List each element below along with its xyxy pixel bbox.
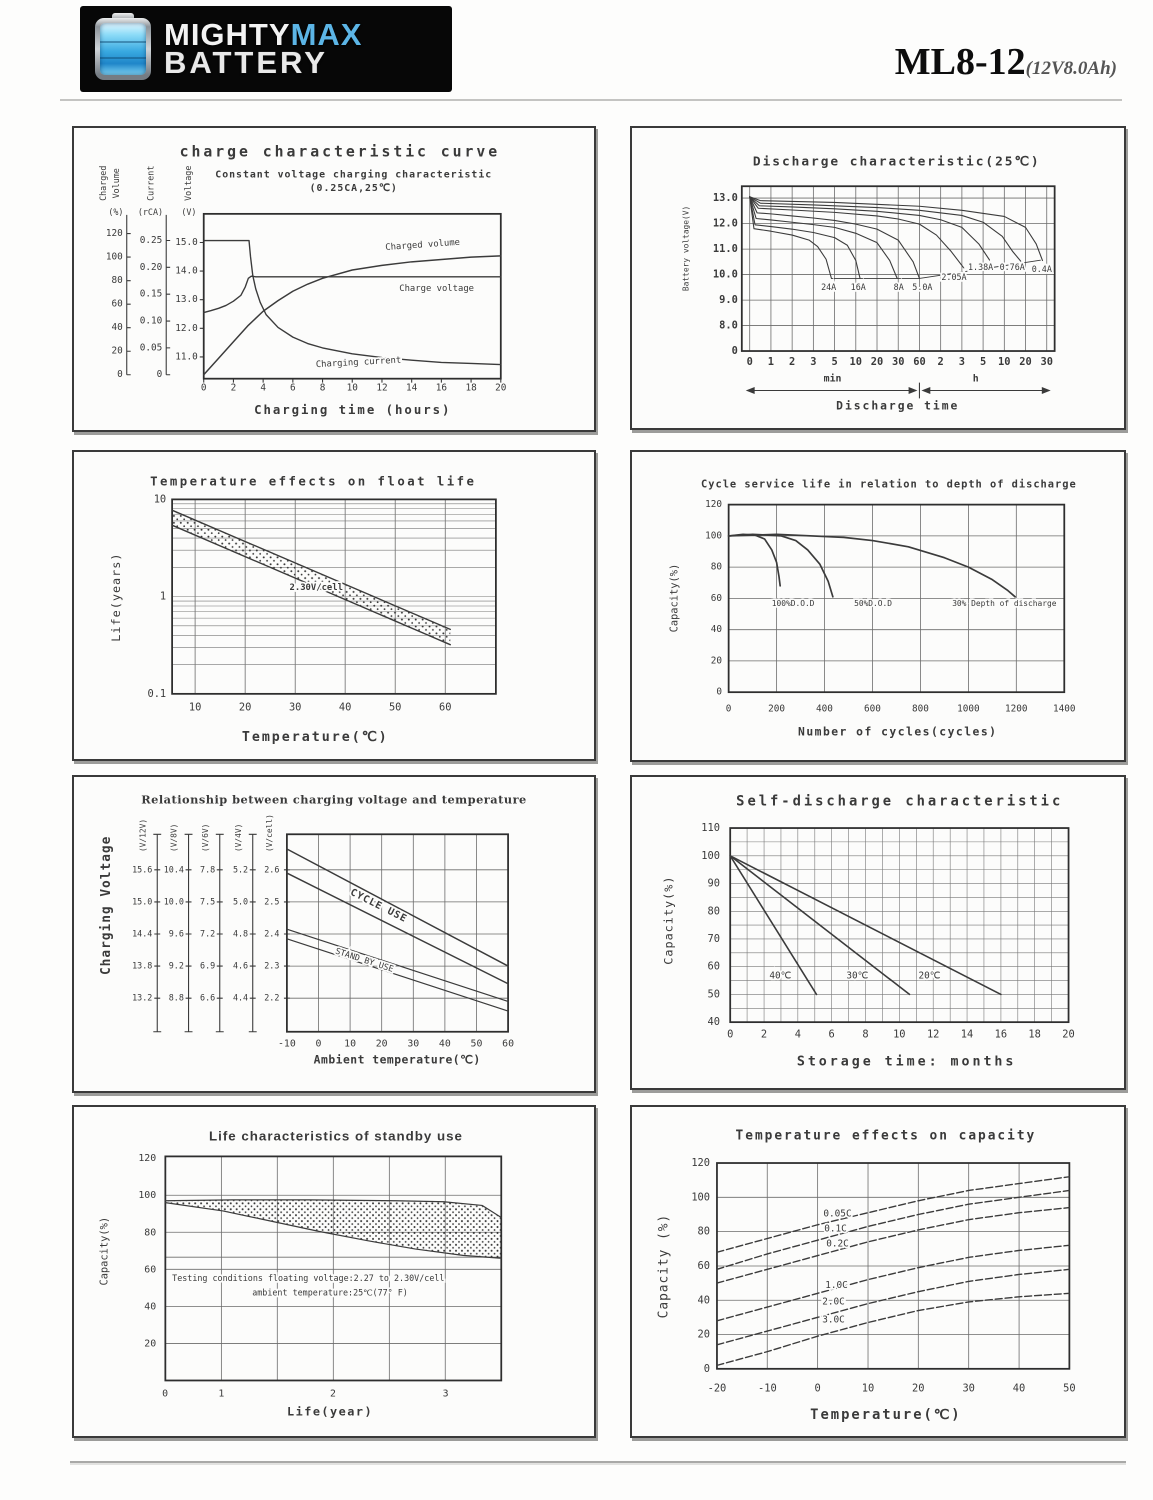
y-axis-label: Capacity(%) bbox=[668, 563, 681, 633]
x-ticks bbox=[727, 1029, 1075, 1041]
self-discharge-chart bbox=[632, 777, 1124, 1088]
series-charge-voltage bbox=[204, 276, 501, 312]
chart-title: charge characteristic curve bbox=[179, 143, 501, 161]
x-tick-3: 3 bbox=[442, 1388, 449, 1400]
svg-text:0.20: 0.20 bbox=[139, 261, 163, 273]
svg-text:15.0: 15.0 bbox=[132, 896, 153, 907]
x-axis-label: Life(year) bbox=[286, 1404, 374, 1419]
svg-text:100: 100 bbox=[705, 530, 723, 542]
label-charging-current: Charging current bbox=[315, 355, 402, 371]
svg-text:10: 10 bbox=[344, 1038, 357, 1050]
svg-text:40: 40 bbox=[438, 1038, 451, 1050]
model-number: ML8-12 bbox=[894, 41, 1026, 83]
logo-text bbox=[164, 17, 363, 80]
svg-text:30: 30 bbox=[288, 701, 302, 714]
svg-text:40: 40 bbox=[707, 1016, 721, 1029]
x-ticks bbox=[189, 702, 452, 714]
label-100dod: 100%D.O.D bbox=[771, 599, 815, 608]
svg-text:120: 120 bbox=[105, 228, 123, 240]
svg-text:-10: -10 bbox=[757, 1382, 777, 1395]
label-30c: 30℃ bbox=[846, 970, 869, 982]
label-40c: 40℃ bbox=[769, 970, 792, 982]
series-01c bbox=[717, 1190, 1069, 1269]
svg-text:3: 3 bbox=[810, 355, 817, 368]
svg-text:8.0: 8.0 bbox=[719, 319, 738, 332]
chart-title: Temperature effects on float life bbox=[150, 474, 477, 489]
x-axis-label: Discharge time bbox=[836, 398, 960, 413]
svg-text:10: 10 bbox=[849, 355, 863, 368]
unit-rca: (rCA) bbox=[137, 206, 164, 217]
voltage-ticks bbox=[175, 237, 198, 362]
svg-text:20: 20 bbox=[111, 345, 123, 357]
y-ticks bbox=[701, 822, 720, 1028]
series-30c bbox=[717, 1293, 1069, 1365]
svg-text:60: 60 bbox=[707, 960, 721, 973]
svg-text:10: 10 bbox=[188, 701, 202, 714]
charging-voltage-chart bbox=[74, 777, 594, 1091]
y-axis-label: Charging Voltage bbox=[98, 835, 114, 976]
svg-text:16: 16 bbox=[435, 382, 448, 394]
header-divider bbox=[60, 99, 1122, 101]
standby-life-chart bbox=[74, 1107, 594, 1436]
svg-text:10.0: 10.0 bbox=[712, 268, 738, 281]
svg-text:20: 20 bbox=[495, 382, 507, 394]
svg-text:40: 40 bbox=[111, 322, 123, 334]
svg-text:13.0: 13.0 bbox=[712, 192, 738, 205]
svg-text:8: 8 bbox=[319, 382, 326, 394]
standby-upper-line bbox=[287, 929, 508, 1001]
svg-text:0.10: 0.10 bbox=[139, 315, 163, 327]
panel-charging-voltage-temperature bbox=[72, 775, 596, 1093]
chart-title: Cycle service life in relation to depth of discharge bbox=[701, 478, 1077, 491]
cycle-use-lower-line bbox=[287, 873, 508, 984]
svg-text:50: 50 bbox=[707, 988, 721, 1001]
grid-minor bbox=[730, 828, 1068, 1022]
logo-word-max: MAX bbox=[290, 17, 363, 53]
label-cycle-use: CYCLE USE bbox=[348, 887, 409, 926]
panel-self-discharge bbox=[630, 775, 1126, 1090]
battery-cells bbox=[100, 23, 146, 75]
svg-text:30: 30 bbox=[1040, 355, 1053, 368]
arrow-left-min bbox=[746, 387, 755, 394]
axis-name-charged: Charged bbox=[98, 165, 109, 201]
label-0.4A: 0.4A bbox=[1031, 264, 1052, 275]
discharge-characteristic-chart bbox=[632, 128, 1124, 428]
y-ticks bbox=[713, 192, 738, 357]
svg-text:14: 14 bbox=[406, 382, 418, 394]
label-standby-use: STAND BY USE bbox=[334, 945, 395, 974]
svg-text:100: 100 bbox=[138, 1190, 157, 1202]
label-20c: 2.0C bbox=[822, 1296, 845, 1308]
svg-text:2.5: 2.5 bbox=[264, 896, 280, 907]
svg-text:6: 6 bbox=[828, 1028, 835, 1041]
scale-v8-unit: (V/8V) bbox=[169, 823, 179, 853]
svg-text:2: 2 bbox=[760, 1028, 768, 1041]
svg-text:50: 50 bbox=[470, 1038, 483, 1050]
svg-text:60: 60 bbox=[144, 1264, 157, 1276]
float-life-chart bbox=[74, 452, 594, 759]
svg-text:10: 10 bbox=[153, 493, 167, 506]
svg-text:200: 200 bbox=[768, 703, 786, 715]
chart-title: Self-discharge characteristic bbox=[736, 793, 1064, 810]
svg-text:0.05: 0.05 bbox=[139, 342, 163, 354]
label-24A: 24A bbox=[821, 281, 837, 292]
label-1.38A: 1.38A bbox=[968, 262, 994, 273]
standby-lower-line bbox=[287, 939, 508, 1011]
svg-text:15.0: 15.0 bbox=[175, 236, 198, 248]
svg-text:8: 8 bbox=[862, 1028, 869, 1041]
x-ticks bbox=[708, 1383, 1076, 1395]
y-ticks bbox=[138, 1153, 156, 1349]
panel-temperature-capacity bbox=[630, 1105, 1126, 1438]
y-axis-label: Capacity(%) bbox=[661, 875, 676, 965]
svg-text:10: 10 bbox=[346, 382, 358, 394]
svg-text:50: 50 bbox=[1063, 1382, 1076, 1395]
label-10c: 1.0C bbox=[825, 1279, 848, 1291]
svg-text:0: 0 bbox=[703, 1362, 711, 1375]
y-ticks bbox=[705, 499, 722, 698]
svg-text:14.0: 14.0 bbox=[175, 265, 198, 277]
svg-text:16: 16 bbox=[994, 1028, 1008, 1041]
svg-text:1: 1 bbox=[159, 590, 167, 603]
svg-text:10: 10 bbox=[998, 355, 1011, 368]
svg-text:14: 14 bbox=[960, 1028, 974, 1041]
svg-text:0: 0 bbox=[716, 686, 723, 698]
svg-text:1200: 1200 bbox=[1005, 703, 1028, 715]
svg-text:80: 80 bbox=[697, 1225, 711, 1238]
svg-text:80: 80 bbox=[111, 275, 123, 287]
svg-text:11.0: 11.0 bbox=[712, 243, 738, 256]
x-axis-label: Charging time (hours) bbox=[254, 403, 452, 418]
temperature-capacity-chart bbox=[632, 1107, 1124, 1436]
svg-text:12: 12 bbox=[376, 382, 388, 394]
label-20c: 20℃ bbox=[918, 970, 941, 982]
series-0.4A bbox=[750, 197, 1043, 261]
x-axis-label: Temperature(℃) bbox=[241, 730, 389, 746]
label-01c: 0.1C bbox=[824, 1223, 847, 1235]
label-30c: 3.0C bbox=[822, 1314, 845, 1326]
scale-vcell-ticks bbox=[264, 864, 279, 1002]
svg-text:60: 60 bbox=[111, 298, 123, 310]
scale-v6-ticks bbox=[200, 864, 215, 1002]
series-10c bbox=[717, 1245, 1069, 1320]
svg-text:60: 60 bbox=[502, 1038, 515, 1050]
annotation-cell-voltage: 2.30V/cell bbox=[289, 583, 343, 594]
arrow-left-h bbox=[921, 387, 930, 394]
svg-text:-20: -20 bbox=[707, 1382, 727, 1395]
svg-text:100: 100 bbox=[691, 1191, 711, 1204]
label-5A: 5.0A bbox=[912, 281, 933, 292]
svg-text:20: 20 bbox=[375, 1038, 388, 1050]
y-axis-label: Capacity (%) bbox=[656, 1213, 672, 1319]
svg-text:0: 0 bbox=[814, 1382, 821, 1395]
svg-text:400: 400 bbox=[816, 703, 833, 715]
x-tick-2: 2 bbox=[330, 1388, 336, 1400]
panel-charge-characteristic bbox=[72, 126, 596, 432]
svg-text:80: 80 bbox=[710, 561, 723, 573]
chart-title: Life characteristics of standby use bbox=[209, 1128, 463, 1144]
battery-icon bbox=[95, 18, 151, 80]
svg-text:1400: 1400 bbox=[1053, 703, 1076, 715]
series-1.38A bbox=[750, 197, 992, 263]
svg-text:10.0: 10.0 bbox=[163, 896, 184, 907]
svg-text:600: 600 bbox=[864, 703, 881, 715]
cycle-life-chart bbox=[632, 452, 1124, 760]
svg-text:7.8: 7.8 bbox=[200, 864, 216, 875]
svg-text:2.4: 2.4 bbox=[264, 928, 280, 939]
svg-text:20: 20 bbox=[144, 1338, 157, 1350]
svg-text:13.8: 13.8 bbox=[132, 960, 153, 971]
svg-text:18: 18 bbox=[465, 382, 477, 394]
label-005c: 0.05C bbox=[823, 1208, 852, 1220]
note-line1: Testing conditions floating voltage:2.27 to 2.30V/cell bbox=[172, 1272, 445, 1283]
x-ticks bbox=[747, 356, 1053, 368]
charge-characteristic-chart bbox=[74, 128, 594, 430]
svg-text:6.6: 6.6 bbox=[200, 992, 216, 1003]
chart-title: Temperature effects on capacity bbox=[735, 1128, 1037, 1144]
svg-text:20: 20 bbox=[697, 1328, 711, 1341]
svg-text:4.8: 4.8 bbox=[232, 928, 249, 939]
svg-text:40: 40 bbox=[1012, 1382, 1026, 1395]
svg-text:-10: -10 bbox=[277, 1038, 296, 1050]
svg-text:9.6: 9.6 bbox=[168, 928, 184, 939]
svg-text:10: 10 bbox=[861, 1382, 875, 1395]
svg-text:12: 12 bbox=[926, 1028, 940, 1041]
svg-text:30: 30 bbox=[407, 1038, 420, 1050]
svg-text:0.25: 0.25 bbox=[139, 235, 163, 247]
svg-text:7.5: 7.5 bbox=[200, 896, 216, 907]
arrow-right-min bbox=[909, 387, 918, 394]
svg-text:0: 0 bbox=[156, 369, 163, 381]
svg-text:4: 4 bbox=[794, 1028, 801, 1041]
float-life-band bbox=[173, 510, 451, 644]
model-spec: (12V8.0Ah) bbox=[1025, 58, 1117, 79]
svg-text:120: 120 bbox=[138, 1153, 157, 1165]
svg-text:60: 60 bbox=[710, 592, 723, 604]
scale-v6-unit: (V/6V) bbox=[200, 823, 210, 853]
footer-divider bbox=[70, 1461, 1126, 1463]
svg-text:12.0: 12.0 bbox=[175, 322, 198, 334]
svg-text:2.2: 2.2 bbox=[264, 992, 280, 1003]
battery-body bbox=[95, 18, 151, 80]
svg-text:0: 0 bbox=[731, 345, 738, 358]
series-50dod bbox=[729, 534, 833, 596]
y-ticks bbox=[691, 1157, 710, 1375]
svg-text:13.2: 13.2 bbox=[132, 992, 153, 1003]
svg-text:5.2: 5.2 bbox=[232, 864, 249, 875]
y-axis-label: Capacity(%) bbox=[98, 1216, 111, 1286]
axis-name-voltage: Voltage bbox=[182, 165, 193, 201]
svg-text:9.0: 9.0 bbox=[719, 294, 738, 307]
svg-text:40: 40 bbox=[710, 624, 723, 636]
mightymax-logo bbox=[80, 6, 452, 92]
svg-text:6.9: 6.9 bbox=[200, 960, 216, 971]
svg-text:120: 120 bbox=[705, 499, 723, 511]
panel-standby-life bbox=[72, 1105, 596, 1438]
panel-discharge-characteristic bbox=[630, 126, 1126, 430]
arrow-right-h bbox=[1042, 387, 1051, 394]
logo-word-battery: BATTERY bbox=[164, 45, 328, 80]
label-2.05A: 2.05A bbox=[941, 271, 967, 282]
svg-text:100: 100 bbox=[701, 849, 721, 862]
svg-text:20: 20 bbox=[238, 701, 252, 714]
y-axis-label: Life(years) bbox=[108, 552, 123, 642]
label-0.76A: 0.76A bbox=[999, 262, 1025, 273]
svg-text:8.8: 8.8 bbox=[168, 992, 184, 1003]
scale-v4-unit: (V/4V) bbox=[233, 823, 243, 853]
scale-v12-unit: (V/12V) bbox=[138, 818, 148, 853]
svg-text:90: 90 bbox=[707, 877, 721, 890]
svg-text:3: 3 bbox=[958, 355, 966, 368]
axis-name-volume: Volume bbox=[110, 168, 121, 199]
svg-text:4.4: 4.4 bbox=[232, 992, 249, 1003]
svg-text:18: 18 bbox=[1028, 1028, 1041, 1041]
scale-vcell-unit: (V/cell) bbox=[265, 814, 275, 853]
x-ticks bbox=[201, 383, 507, 394]
svg-text:20: 20 bbox=[710, 655, 723, 667]
svg-text:2.6: 2.6 bbox=[264, 864, 280, 875]
note-line2: ambient temperature:25℃(77° F) bbox=[252, 1287, 408, 1298]
label-02c: 0.2C bbox=[826, 1238, 849, 1250]
svg-text:100: 100 bbox=[105, 251, 123, 263]
svg-text:0.15: 0.15 bbox=[139, 288, 163, 300]
x-axis-label: Storage time: months bbox=[796, 1054, 1017, 1070]
svg-text:6: 6 bbox=[290, 382, 296, 394]
x-unit-h: h bbox=[972, 373, 979, 385]
svg-text:5: 5 bbox=[979, 355, 987, 368]
panel-cycle-life bbox=[630, 450, 1126, 762]
x-axis-label: Ambient temperature(℃) bbox=[313, 1052, 481, 1067]
grid-horizontal bbox=[717, 1197, 1069, 1334]
label-charge-voltage: Charge voltage bbox=[399, 283, 475, 294]
y-axis-label: Battery voltage(V) bbox=[681, 205, 691, 292]
svg-text:15.6: 15.6 bbox=[132, 864, 153, 875]
label-8A: 8A bbox=[893, 281, 904, 292]
chart-subtitle-line2: (0.25CA,25℃) bbox=[309, 183, 398, 195]
svg-text:50: 50 bbox=[388, 701, 402, 714]
grid-vertical bbox=[165, 1156, 501, 1380]
series-100dod bbox=[729, 534, 781, 586]
x-ticks bbox=[726, 704, 1076, 715]
svg-text:2.3: 2.3 bbox=[264, 960, 280, 971]
svg-text:60: 60 bbox=[913, 355, 926, 368]
svg-text:14.4: 14.4 bbox=[132, 928, 153, 939]
svg-text:120: 120 bbox=[691, 1157, 711, 1170]
svg-text:2: 2 bbox=[789, 355, 796, 368]
svg-text:40: 40 bbox=[144, 1301, 157, 1313]
svg-text:11.0: 11.0 bbox=[175, 351, 198, 363]
series-02c bbox=[717, 1208, 1069, 1283]
svg-text:20: 20 bbox=[912, 1382, 925, 1395]
svg-text:7.2: 7.2 bbox=[200, 928, 216, 939]
x-tick-1: 1 bbox=[218, 1388, 225, 1400]
x-unit-brackets bbox=[754, 383, 1043, 399]
scale-v12-ticks bbox=[132, 864, 152, 1002]
svg-text:30: 30 bbox=[962, 1382, 975, 1395]
grid-vertical bbox=[287, 834, 508, 1031]
svg-text:0: 0 bbox=[315, 1038, 322, 1050]
x-axis-label: Number of cycles(cycles) bbox=[798, 724, 998, 739]
series-charging-current bbox=[204, 241, 501, 365]
svg-text:12.0: 12.0 bbox=[712, 217, 738, 230]
series-charged-volume bbox=[204, 256, 501, 375]
svg-text:1000: 1000 bbox=[957, 703, 980, 715]
logo-word-mighty: MIGHTY bbox=[164, 17, 291, 53]
svg-text:20: 20 bbox=[870, 355, 884, 368]
label-charged-volume: Charged volume bbox=[385, 237, 461, 254]
cycle-use-upper-line bbox=[287, 849, 508, 966]
svg-text:0: 0 bbox=[200, 382, 207, 394]
unit-v: (V) bbox=[181, 206, 197, 217]
chart-title: Discharge characteristic(25℃) bbox=[752, 154, 1041, 170]
svg-text:4: 4 bbox=[260, 382, 266, 394]
svg-text:10: 10 bbox=[893, 1028, 906, 1041]
chart-title: Relationship between charging voltage and temperature bbox=[141, 792, 527, 807]
label-30dod: 30% Depth of discharge bbox=[952, 599, 1057, 608]
x-axis-label: Temperature(℃) bbox=[810, 1407, 962, 1424]
svg-text:2: 2 bbox=[937, 355, 944, 368]
axis-name-current: Current bbox=[145, 165, 156, 201]
x-unit-min: min bbox=[823, 373, 842, 385]
svg-text:30: 30 bbox=[891, 355, 905, 368]
svg-text:0: 0 bbox=[117, 369, 123, 381]
svg-text:1: 1 bbox=[767, 355, 775, 368]
series-30dod bbox=[729, 534, 1015, 596]
svg-text:10.4: 10.4 bbox=[163, 864, 184, 875]
svg-text:800: 800 bbox=[911, 703, 929, 715]
svg-text:60: 60 bbox=[439, 701, 452, 714]
svg-text:110: 110 bbox=[701, 822, 721, 835]
svg-text:9.2: 9.2 bbox=[168, 960, 184, 971]
y-ticks bbox=[147, 493, 166, 699]
unit-percent: (%) bbox=[108, 206, 124, 217]
label-50dod: 50%D.O.D bbox=[854, 599, 893, 608]
svg-text:5: 5 bbox=[831, 355, 838, 368]
chart-subtitle-line1: Constant voltage charging characteristic bbox=[215, 169, 493, 181]
svg-text:2: 2 bbox=[230, 382, 237, 394]
charged-volume-ticks bbox=[106, 228, 123, 380]
series-24A bbox=[750, 197, 832, 279]
svg-text:40: 40 bbox=[697, 1294, 711, 1307]
series-005c bbox=[717, 1177, 1069, 1252]
plot-frame bbox=[287, 834, 508, 1031]
svg-text:80: 80 bbox=[144, 1227, 157, 1239]
svg-text:40: 40 bbox=[338, 701, 352, 714]
svg-text:0: 0 bbox=[746, 355, 753, 368]
current-ticks bbox=[140, 235, 163, 380]
svg-text:0.1: 0.1 bbox=[147, 687, 167, 700]
scale-v8-ticks bbox=[164, 864, 184, 1002]
svg-text:60: 60 bbox=[697, 1259, 711, 1272]
svg-text:4.6: 4.6 bbox=[232, 960, 249, 971]
scale-v4-ticks bbox=[233, 864, 248, 1002]
svg-text:0: 0 bbox=[727, 1028, 734, 1041]
svg-text:13.0: 13.0 bbox=[175, 294, 198, 306]
x-tick-0: 0 bbox=[162, 1388, 169, 1400]
svg-text:20: 20 bbox=[1062, 1028, 1075, 1041]
svg-text:5.0: 5.0 bbox=[232, 896, 249, 907]
model-title bbox=[895, 40, 1117, 84]
svg-text:70: 70 bbox=[707, 932, 721, 945]
label-16A: 16A bbox=[850, 281, 866, 292]
svg-text:80: 80 bbox=[707, 905, 721, 918]
x-ticks bbox=[278, 1039, 514, 1050]
svg-text:20: 20 bbox=[1019, 355, 1032, 368]
panel-float-life bbox=[72, 450, 596, 761]
svg-text:0: 0 bbox=[725, 703, 732, 715]
